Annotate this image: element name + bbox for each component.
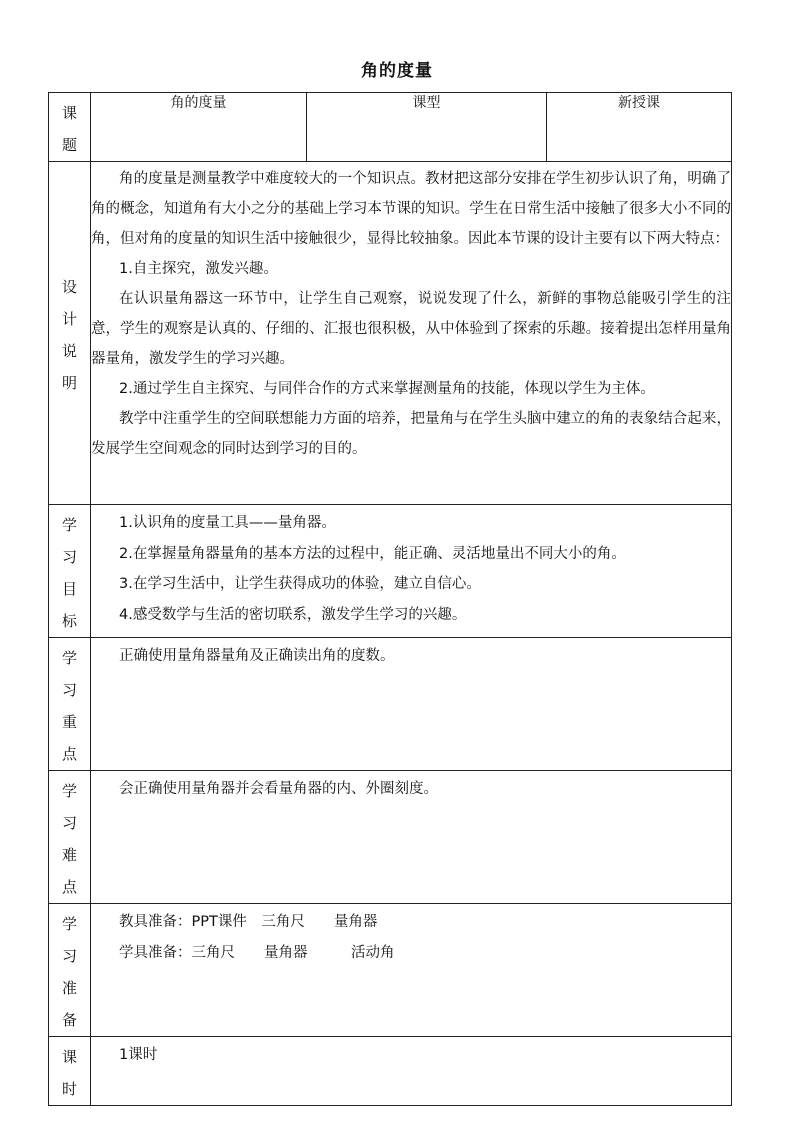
difficulties-label-char-4: 点	[61, 878, 77, 896]
goals-label-char-1: 学	[61, 516, 77, 534]
goals-label-char-4: 标	[61, 612, 77, 630]
difficulties-label-char-3: 难	[61, 846, 77, 864]
difficulties-text: 会正确使用量角器并会看量角器的内、外圈刻度。	[119, 781, 438, 797]
preparation-label-cell	[49, 904, 91, 1037]
difficulties-label-char-2: 习	[61, 814, 77, 832]
design-label-char-4: 明	[61, 374, 77, 392]
difficulties-content	[91, 771, 732, 904]
student-materials: 学具准备：三角尺 量角器 活动角	[119, 944, 395, 961]
topic-value: 角的度量	[91, 93, 307, 162]
key-points-content	[91, 638, 732, 771]
type-value: 新授课	[547, 93, 732, 162]
design-paragraph: 角的度量是测量教学中难度较大的一个知识点。教材把这部分安排在学生初步认识了角，明确了角的概念，知道角有大小之分的基础上学习本节课的知识。学生在日常生活中接触了很多大小不同的角，但对角的度量的知识生活中接触很少，显得比较抽象。因此本节课的设计主要有以下两大特点：	[91, 171, 731, 247]
duration-row	[49, 1037, 732, 1106]
design-row	[49, 162, 732, 505]
document-title: 角的度量	[361, 61, 433, 81]
preparation-row	[49, 904, 732, 1037]
key-points-text: 正确使用量角器量角及正确读出角的度数。	[119, 648, 395, 664]
key-points-label-char-4: 点	[61, 745, 77, 763]
design-paragraph: 教学中注重学生的空间联想能力方面的培养，把量角与在学生头脑中建立的角的表象结合起来，发展学生空间观念的同时达到学习的目的。	[91, 411, 731, 457]
goals-content	[91, 505, 732, 638]
goal-item: 1.认识角的度量工具——量角器。	[119, 515, 336, 531]
design-label-cell	[49, 162, 91, 505]
topic-label-char-1: 课	[61, 104, 77, 122]
duration-label-char-2: 时	[61, 1080, 77, 1098]
design-content	[91, 162, 732, 505]
lesson-plan-table	[48, 92, 732, 1106]
key-points-label-char-2: 习	[61, 681, 77, 699]
goal-item: 4.感受数学与生活的密切联系，激发学生学习的兴趣。	[119, 606, 467, 623]
goals-label-cell	[49, 505, 91, 638]
preparation-content	[91, 904, 732, 1037]
design-paragraph: 2.通过学生自主探究、与同伴合作的方式来掌握测量角的技能，体现以学生为主体。	[119, 381, 655, 397]
design-label-char-3: 说	[61, 342, 77, 360]
topic-row	[49, 93, 732, 162]
duration-content	[91, 1037, 732, 1106]
design-label-char-1: 设	[61, 278, 77, 296]
preparation-label-char-3: 准	[61, 979, 77, 997]
type-label: 课型	[307, 93, 547, 162]
goals-label-char-2: 习	[61, 548, 77, 566]
topic-label-char-2: 题	[61, 136, 77, 154]
teacher-materials: 教具准备：PPT课件 三角尺 量角器	[119, 914, 378, 930]
difficulties-row	[49, 771, 732, 904]
goals-label-char-3: 目	[61, 580, 77, 598]
duration-label-char-1: 课	[61, 1048, 77, 1066]
duration-text: 1课时	[119, 1047, 158, 1063]
preparation-label-char-1: 学	[61, 915, 77, 933]
duration-label-cell	[49, 1037, 91, 1106]
key-points-label-char-3: 重	[61, 713, 77, 731]
design-label-char-2: 计	[61, 310, 77, 328]
preparation-label-char-2: 习	[61, 947, 77, 965]
difficulties-label-cell	[49, 771, 91, 904]
design-paragraph: 1.自主探究，激发兴趣。	[119, 261, 278, 277]
preparation-label-char-4: 备	[61, 1011, 77, 1029]
topic-label-cell	[49, 93, 91, 162]
design-paragraph: 在认识量角器这一环节中，让学生自己观察，说说发现了什么，新鲜的事物总能吸引学生的注意，学生的观察是认真的、仔细的、汇报也很积极，从中体验到了探索的乐趣。接着提出怎样用量角器量角，激发学生的学习兴趣。	[91, 291, 731, 367]
difficulties-label-char-1: 学	[61, 782, 77, 800]
key-points-label-char-1: 学	[61, 649, 77, 667]
goals-row	[49, 505, 732, 638]
key-points-row	[49, 638, 732, 771]
goal-item: 2.在掌握量角器量角的基本方法的过程中，能正确、灵活地量出不同大小的角。	[119, 545, 626, 562]
goal-item: 3.在学习生活中，让学生获得成功的体验，建立自信心。	[119, 576, 481, 592]
key-points-label-cell	[49, 638, 91, 771]
